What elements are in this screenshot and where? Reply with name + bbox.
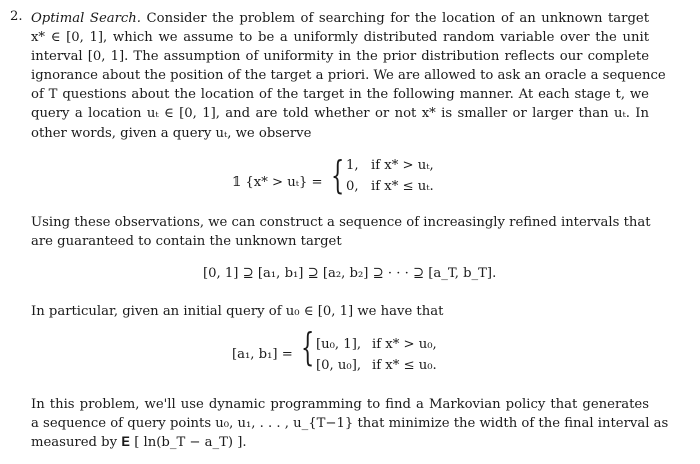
interval-brace: { <box>301 325 315 369</box>
intro-line-6: query a location uₜ ∈ [0, 1], and are told whether or not x* is smaller or larger than uₜ. In <box>31 106 649 122</box>
indicator-eq-lhs: 𝟙 {x* > uₜ} = <box>232 175 323 190</box>
interval-case2-value: [0, u₀], <box>316 358 362 373</box>
middle-line-2: are guaranteed to contain the unknown target <box>31 234 342 250</box>
interval-case1-value: [u₀, 1], <box>316 337 362 352</box>
indicator-brace: { <box>331 153 345 197</box>
intro-line-7: other words, given a query uₜ, we observe <box>31 125 312 141</box>
intro-line-1-text: Consider the problem of searching for the location of an unknown target <box>141 11 650 26</box>
final-line-2: a sequence of query points u₀, u₁, . . . , u_{T−1} that minimize the width of the final interval as <box>31 416 669 432</box>
interval-eq-lhs: [a₁, b₁] = <box>232 347 293 362</box>
indicator-case1-cond: if x* > uₜ, <box>371 158 434 173</box>
intro-paragraph <box>31 9 666 143</box>
middle-line-1: Using these observations, we can construct a sequence of increasingly refined intervals that <box>31 215 651 230</box>
final-line-1: In this problem, we'll use dynamic programming to find a Markovian policy that generates <box>31 397 649 412</box>
intro-line-1 <box>31 9 649 28</box>
final-paragraph <box>31 395 669 452</box>
interval-case1-cond: if x* > u₀, <box>372 337 437 352</box>
final-line-3: measured by 𝐄 [ ln(b_T − a_T) ]. <box>31 435 247 451</box>
intro-line-3: interval [0, 1]. The assumption of uniformity in the prior distribution reflects our complete <box>31 49 649 65</box>
intro-line-4: ignorance about the position of the target a priori. We are allowed to ask an oracle a sequence <box>31 68 666 84</box>
problem-title: Optimal Search. <box>31 11 141 26</box>
intro-line-5: of T questions about the location of the target in the following manner. At each stage t, we <box>31 87 649 103</box>
problem-number: 2. <box>10 9 23 24</box>
indicator-case2-value: 0, <box>346 179 359 194</box>
interval-chain-eq: [0, 1] ⊇ [a₁, b₁] ⊇ [a₂, b₂] ⊇ · · · ⊇ [a_T, b_T]. <box>203 266 497 281</box>
particular-paragraph <box>31 302 649 321</box>
interval-case2-cond: if x* ≤ u₀. <box>372 358 437 373</box>
particular-line: In particular, given an initial query of u₀ ∈ [0, 1] we have that <box>31 304 444 319</box>
middle-paragraph <box>31 213 649 251</box>
indicator-case2-cond: if x* ≤ uₜ. <box>371 179 434 194</box>
intro-line-2: x* ∈ [0, 1], which we assume to be a uniformly distributed random variable over the unit <box>31 30 649 46</box>
indicator-case1-value: 1, <box>346 158 359 173</box>
